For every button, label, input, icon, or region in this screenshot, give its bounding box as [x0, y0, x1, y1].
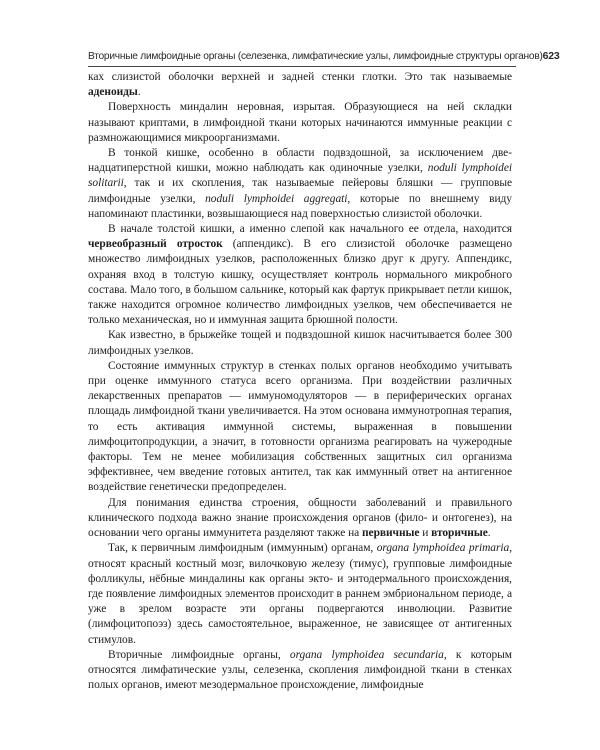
- latin-term-aggregati: noduli lymphoidei aggregati: [205, 192, 348, 205]
- paragraph-5: Как известно, в брыжейке тощей и подвздошной кишок насчитывается более 300 лимфоидных узелков.: [88, 329, 512, 357]
- term-adenoids: аденоиды: [88, 86, 138, 99]
- paragraph-3: В тонкой кишке, особенно в области подвздошной, за исключением двенадцатиперстной кишки, можно наблюдать как одиночные узелки, noduli lymphoidei solitarii, так и их скопления, так называемые пейеровы бляшки — групповые лимфоидные узелки, noduli lymphoidei aggregati, которые по внешнему виду напоминают пластинки, возвышающиеся над поверхностью слизистой оболочки.: [88, 147, 512, 220]
- paragraph-2: Поверхность миндалин неровная, изрытая. Образующиеся на ней складки называют криптами, в лимфоидной ткани которых начинаются иммунные реакции с размножающимися микроорганизмами.: [88, 101, 512, 144]
- latin-term-secundaria: organa lymphoidea secundaria: [289, 648, 444, 661]
- term-primary: первичные: [362, 527, 420, 540]
- paragraph-6: Состояние иммунных структур в стенках полых органов необходимо учитывать при оценке иммунного статуса всего организма. При воздействии различных лекарственных препаратов — иммуномодуляторов — в периферических органах площадь лимфоидной ткани увеличивается. На этом основана иммунотропная терапия, то есть активация иммунной системы, выраженная в повышении лимфоцитопродукции, а значит, в готовности организма реагировать на чужеродные факторы. Тем не менее мобилизация собственных защитных сил организма эффективнее, чем введение готовых антител, так как иммунный ответ на антигенное воздействие генетически предопределен.: [88, 359, 512, 494]
- page-number: 623: [542, 50, 560, 62]
- body-text: [88, 70, 512, 693]
- paragraph-9: Вторичные лимфоидные органы, organa lymphoidea secundaria, к которым относятся лимфатические узлы, селезенка, скопления лимфоидной ткани в стенках полых органов, имеют мезодермальное происхождение, лимфоидные: [88, 648, 512, 692]
- running-header: [88, 50, 560, 62]
- paragraph-8: Так, к первичным лимфоидным (иммунным) органам, organa lymphoidea primaria, относят красный костный мозг, вилочковую железу (тимус), групповые лимфоидные фолликулы, нёбные миндалины как органы экто- и энтодермального происхождения, где появление лимфоидных элементов происходит в раннем эмбриональном периоде, а уже в зрелом возрасте эти органы подвергаются инволюции. Развитие (лимфоцитопоэз) здесь самостоятельное, выраженное, не зависящее от антигенных стимулов.: [88, 542, 512, 646]
- paragraph-4: В начале толстой кишки, а именно слепой как начального ее отдела, находится червеобразный отросток (аппендикс). В его слизистой оболочке размещено множество лимфоидных узелков, расположенных близко друг к другу. Аппендикс, охраняя вход в толстую кишку, осуществляет контроль нормального микробного состава. Мало того, в большом сальнике, который как фартук прикрывает петли кишок, также находится огромное количество лимфоидных узелков, чем обеспечивается не только механическая, но и иммунная защита брюшной полости.: [88, 223, 512, 327]
- latin-term-solitarii: noduli lymphoidei solitarii: [88, 162, 512, 190]
- term-secondary: вторичные: [431, 527, 488, 540]
- running-title: Вторичные лимфоидные органы (селезенка, лимфатические узлы, лимфоидные структуры органов): [88, 51, 543, 62]
- header-rule: [88, 66, 516, 67]
- term-appendix: червеобразный отросток: [88, 238, 223, 251]
- latin-term-primaria: organa lymphoidea primaria: [376, 542, 510, 555]
- paragraph-1: ках слизистой оболочки верхней и задней стенки глотки. Это так называемые аденоиды.: [88, 71, 512, 99]
- paragraph-7: Для понимания единства строения, общности заболеваний и правильного клинического подхода важно знание происхождения органов (фило- и онтогенез), на основании чего органы иммунитета разделяют также на первичные и вторичные.: [88, 496, 512, 540]
